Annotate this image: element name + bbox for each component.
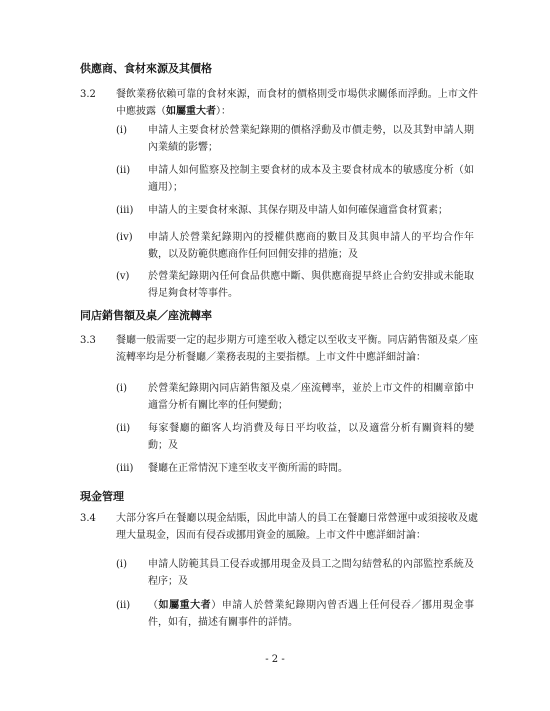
paragraph-number: 3.3 [80,335,96,346]
list-item-text: 申請人主要食材於營業紀錄期的價格浮動及市價走勢，以及其對申請人期內業績的影響； [148,125,474,153]
list-item-number: (iv) [116,232,133,243]
list-item-number: (iii) [116,463,134,474]
list-item-number: (ii) [116,165,131,176]
page-number: - 2 - [265,654,285,665]
list-item-text: 餐廳在正常情況下達至收支平衡所需的時間。 [148,463,348,474]
list-item-text: 每家餐廳的顧客人均消費及每日平均收益，以及適當分析有關資料的變動；及 [148,423,474,451]
list-item-number: (iii) [116,205,134,216]
list-item-text: 申請人的主要食材來源、其保存期及申請人如何確保適當食材質素； [148,205,448,216]
list-item-number: (i) [116,125,128,136]
list-item-number: (i) [116,383,128,394]
paragraph-text: 餐飲業務依賴可靠的食材來源，而食材的價格則受市場供求關係而浮動。上市文件中應披露（如屬重大者）： [116,89,478,117]
list-item-text: （如屬重大者）申請人於營業紀錄期內曾否遇上任何侵吞／挪用現金事件，如有，描述有關事件的詳情。 [148,600,475,628]
list-item-number: (v) [116,271,130,282]
list-item-text: 申請人如何監察及控制主要食材的成本及主要食材成本的敏感度分析（如適用）； [148,165,474,193]
list-item-text: 申請人於營業紀錄期內的授權供應商的數目及其與申請人的平均合作年數，以及防範供應商作任何回佣安排的措施；及 [148,232,474,260]
list-item-text: 於營業紀錄期內任何食品供應中斷、與供應商提早終止合約安排或未能取得足夠食材等事件。 [148,271,474,299]
paragraph-number: 3.2 [80,89,96,100]
section-title-suppliers: 供應商、食材來源及其價格 [80,62,212,75]
defined-term: 如屬重大者 [158,600,212,611]
list-item-number: (ii) [116,423,131,434]
list-item-text: 於營業紀錄期內同店銷售額及桌／座流轉率，並於上市文件的相關章節中適當分析有關比率的任何變動； [148,383,474,411]
section-title-same-store-sales: 同店銷售額及桌／座流轉率 [80,309,212,322]
section-title-cash-management: 現金管理 [80,490,124,503]
paragraph-number: 3.4 [80,513,96,524]
defined-term: 如屬重大者 [166,106,216,117]
paragraph-text: 大部分客戶在餐廳以現金結賬，因此申請人的員工在餐廳日常營運中或須接收及處理大量現金，因而有侵吞或挪用資金的風險。上市文件中應詳細討論： [116,513,478,541]
list-item-text: 申請人防範其員工侵吞或挪用現金及員工之間勾結營私的內部監控系統及程序；及 [148,559,474,587]
list-item-number: (ii) [116,600,131,611]
paragraph-text: 餐廳一般需要一定的起步期方可達至收入穩定以至收支平衡。同店銷售額及桌／座流轉率均是分析餐廳／業務表現的主要指標。上市文件中應詳細討論： [116,335,478,363]
list-item-number: (i) [116,559,128,570]
